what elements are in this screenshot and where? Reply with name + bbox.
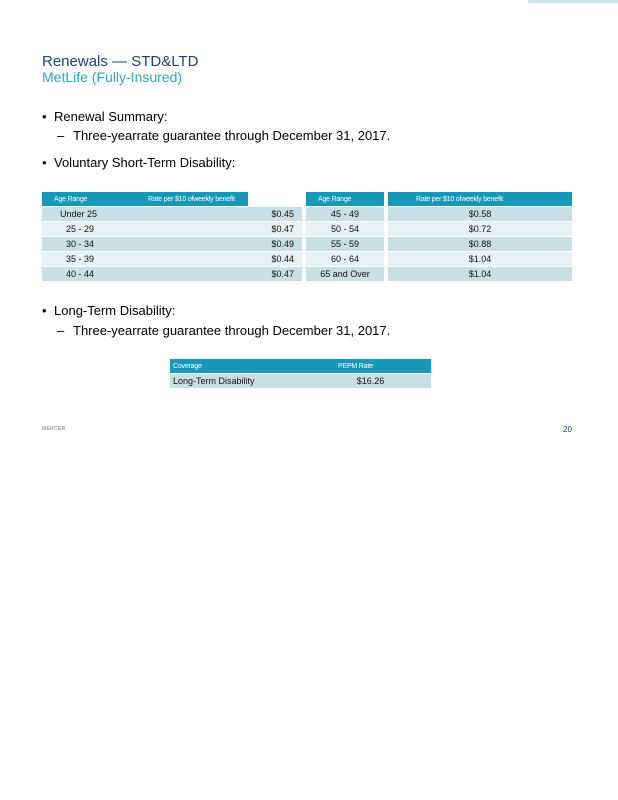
bullet-text: Renewal Summary: <box>54 109 168 124</box>
rate-cell: $0.58 <box>388 207 572 222</box>
std-header-row <box>42 192 572 207</box>
dash: – <box>57 323 65 338</box>
age-range-cell: Under 25 <box>42 207 202 222</box>
bullet-ltd <box>42 303 175 319</box>
dash: – <box>57 128 65 143</box>
rate-cell: $16.26 <box>310 374 431 389</box>
header-age-range: Age Range <box>42 192 202 207</box>
rate-cell: $0.45 <box>202 207 302 222</box>
age-range-cell: 25 - 29 <box>42 222 202 237</box>
bullet-renewal-summary <box>42 109 167 125</box>
table-row <box>42 252 572 267</box>
sub-bullet-text: Three-yearrate guarantee through December 31, 2017. <box>73 128 391 143</box>
header-coverage: Coverage <box>170 359 310 374</box>
table-row <box>170 374 431 389</box>
header-rate-2: Rate per $10 ofweekly benefit <box>388 192 572 207</box>
page-subtitle: MetLife (Fully-Insured) <box>42 69 183 85</box>
age-range-cell: 60 - 64 <box>306 252 384 267</box>
bullet-std <box>42 155 235 171</box>
age-range-cell: 50 - 54 <box>306 222 384 237</box>
page-number: 20 <box>563 425 572 434</box>
rate-cell: $0.44 <box>202 252 302 267</box>
header-rate: Rate per $10 ofweekly benefit <box>148 192 248 207</box>
bullet-dot: • <box>42 303 47 318</box>
rate-cell: $1.04 <box>388 252 572 267</box>
top-accent-bar <box>528 0 618 3</box>
age-range-cell: 65 and Over <box>306 267 384 282</box>
age-range-cell: 55 - 59 <box>306 237 384 252</box>
header-pepm-rate: PEPM Rate <box>310 359 431 374</box>
bullet-dot: • <box>42 109 47 124</box>
age-range-cell: 45 - 49 <box>306 207 384 222</box>
rate-cell: $1.04 <box>388 267 572 282</box>
age-range-cell: 30 - 34 <box>42 237 202 252</box>
rate-cell: $0.88 <box>388 237 572 252</box>
table-row <box>42 207 572 222</box>
page-title: Renewals — STD&LTD <box>42 53 199 70</box>
table-row <box>42 267 572 282</box>
sub-bullet-guarantee-ltd <box>57 323 390 339</box>
ltd-rate-table <box>170 359 431 388</box>
age-range-cell: 35 - 39 <box>42 252 202 267</box>
footer-logo-text: MERCER <box>42 426 66 432</box>
rate-cell: $0.47 <box>202 267 302 282</box>
rate-cell: $0.47 <box>202 222 302 237</box>
bullet-text: Voluntary Short-Term Disability: <box>54 155 236 170</box>
sub-bullet-text: Three-yearrate guarantee through December 31, 2017. <box>73 323 391 338</box>
bullet-dot: • <box>42 155 47 170</box>
table-row <box>42 237 572 252</box>
age-range-cell: 40 - 44 <box>42 267 202 282</box>
ltd-header-row <box>170 359 431 374</box>
coverage-cell: Long-Term Disability <box>170 374 310 389</box>
sub-bullet-guarantee-std <box>57 128 390 144</box>
rate-cell: $0.72 <box>388 222 572 237</box>
std-rate-table <box>42 192 572 281</box>
bullet-text: Long-Term Disability: <box>54 303 176 318</box>
rate-cell: $0.49 <box>202 237 302 252</box>
header-age-range-2: Age Range <box>306 192 384 207</box>
table-row <box>42 222 572 237</box>
